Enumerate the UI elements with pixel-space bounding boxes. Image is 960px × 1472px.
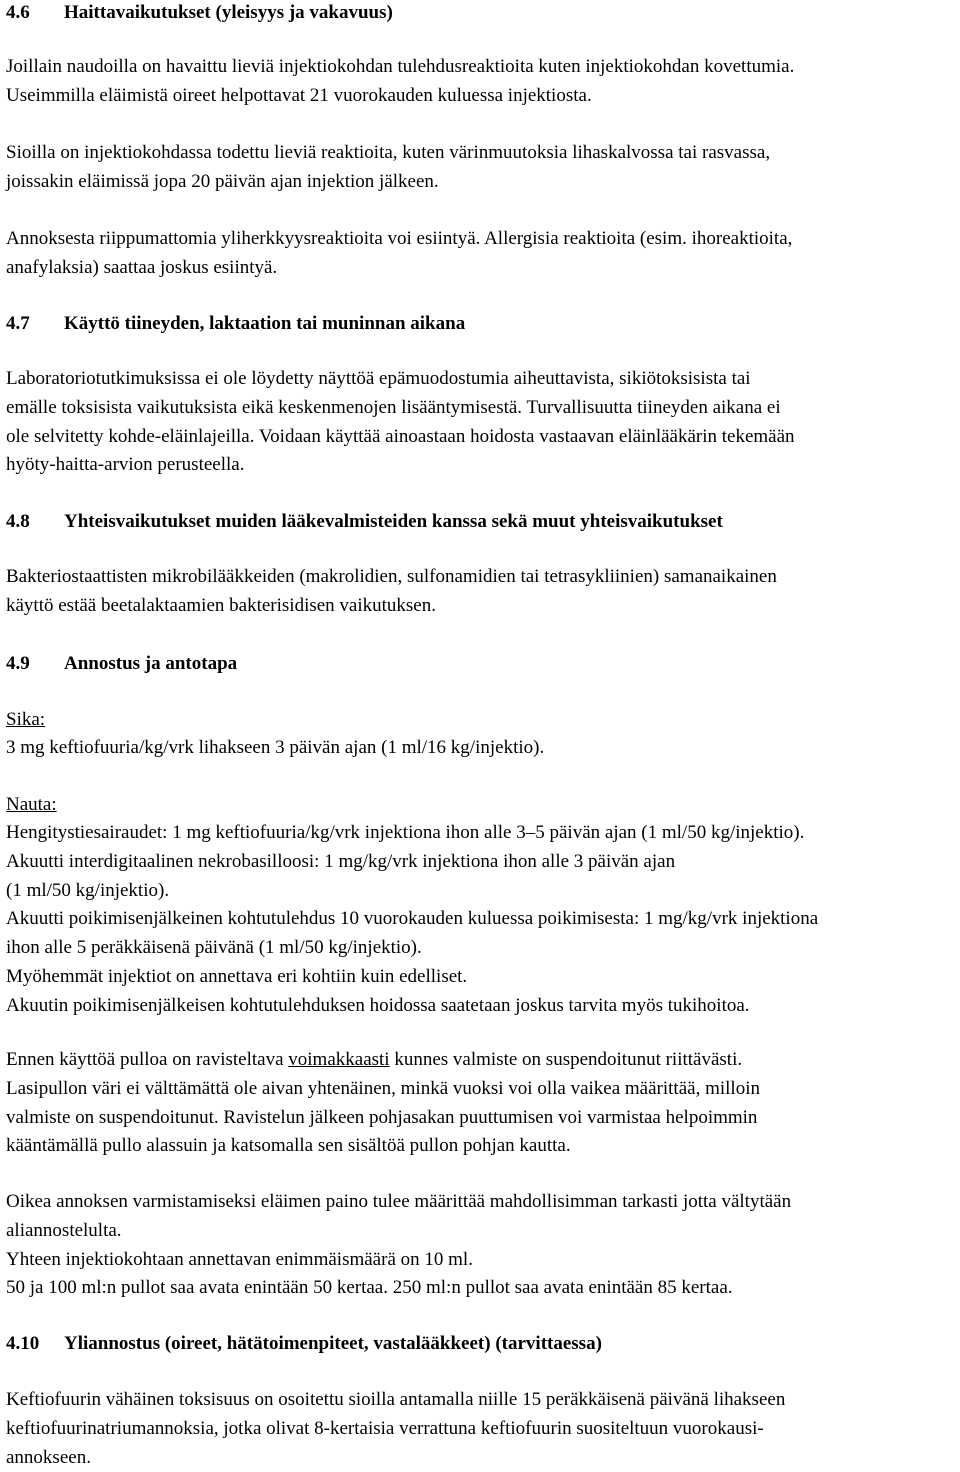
section-heading-4-10	[6, 1330, 602, 1359]
section-number: 4.6	[6, 2, 30, 23]
text-run: Ennen käyttöä pulloa on ravisteltava	[6, 1049, 289, 1070]
section-number: 4.7	[6, 313, 30, 334]
text-run: kunnes valmiste on suspendoitunut riittävästi. Lasipullon väri ei välttämättä ole aivan yhtenäinen, minkä vuoksi voi olla vaikea määrittää, milloin valmiste on suspendoitunut. Ravistelun jälkeen pohjasakan puuttumisen voi varmistaa helpoimmin kääntämällä pullo alassuin ja katsomalla sen sisältöä pullon pohjan kautta.	[6, 1049, 760, 1157]
section-title: Annostus ja antotapa	[64, 653, 238, 674]
section-heading-4-8	[6, 508, 723, 537]
section-number: 4.10	[6, 1333, 40, 1354]
paragraph: Keftiofuurin vähäinen toksisuus on osoitettu sioilla antamalla niille 15 peräkkäisenä päivänä lihakseen keftiofuurinatriumannoksia, jotka olivat 8-kertaisia verrattuna keftiofuurin suositeltuun vuorokausi- annokseen.	[6, 1389, 786, 1468]
section-title: Käyttö tiineyden, laktaation tai muninnan aikana	[64, 313, 466, 334]
paragraph: Laboratoriotutkimuksissa ei ole löydetty näyttöä epämuodostumia aiheuttavista, sikiötoksisista tai emälle toksisista vaikutuksista eikä keskenmenojen lisääntymisestä. Turvallisuutta tiineyden aikana ei ole selvitetty kohde-eläinlajeilla. Voidaan käyttää ainoastaan hoidosta vastaavan eläinlääkärin tekemään hyöty-haitta-arvion perusteella.	[6, 368, 795, 476]
section-title: Yhteisvaikutukset muiden lääkevalmisteiden kanssa sekä muut yhteisvaikutukset	[64, 511, 723, 532]
section-title: Yliannostus (oireet, hätätoimenpiteet, vastalääkkeet) (tarvittaessa)	[64, 1333, 602, 1354]
paragraph: Bakteriostaattisten mikrobilääkkeiden (makrolidien, sulfonamidien tai tetrasykliinien) samanaikainen käyttö estää beetalaktaamien bakterisidisen vaikutuksen.	[6, 566, 777, 616]
species-label-sika: Sika:	[6, 709, 46, 730]
paragraph: Joillain naudoilla on havaittu lieviä injektiokohdan tulehdusreaktioita kuten injektiokohdan kovettumia. Useimmilla eläimistä oireet helpottavat 21 vuorokauden kuluessa injektiosta.	[6, 56, 795, 106]
paragraph: Annoksesta riippumattomia yliherkkyysreaktioita voi esiintyä. Allergisia reaktioita (esim. ihoreaktioita, anafylaksia) saattaa joskus esiintyä.	[6, 228, 793, 278]
paragraph	[6, 1046, 958, 1161]
section-heading-4-6	[6, 0, 393, 28]
paragraph: Hengitystiesairaudet: 1 mg keftiofuuria/kg/vrk injektiona ihon alle 3–5 päivän ajan (1 ml/50 kg/injektio). Akuutti interdigitaalinen nekrobasilloosi: 1 mg/kg/vrk injektiona ihon alle 3 päivän ajan (1 ml/50 kg/injektio). Akuutti poikimisenjälkeinen kohtutulehdus 10 vuorokauden kuluessa poikimisesta: 1 mg/kg/vrk injektiona ihon alle 5 peräkkäisenä päivänä (1 ml/50 kg/injektio). Myöhemmät injektiot on annettava eri kohtiin kuin edelliset. Akuutin poikimisenjälkeisen kohtutulehduksen hoidossa saatetaan joskus tarvita myös tukihoitoa.	[6, 822, 819, 1016]
species-label-nauta: Nauta:	[6, 794, 57, 815]
paragraph: Sioilla on injektiokohdassa todettu lieviä reaktioita, kuten värinmuutoksia lihaskalvossa tai rasvassa, joissakin eläimissä jopa 20 päivän ajan injektion jälkeen.	[6, 142, 771, 192]
paragraph: 3 mg keftiofuuria/kg/vrk lihakseen 3 päivän ajan (1 ml/16 kg/injektio).	[6, 737, 545, 758]
paragraph: Oikea annoksen varmistamiseksi eläimen paino tulee määrittää mahdollisimman tarkasti jotta vältytään aliannostelulta. Yhteen injektiokohtaan annettavan enimmäismäärä on 10 ml. 50 ja 100 ml:n pullot saa avata enintään 50 kertaa. 250 ml:n pullot saa avata enintään 85 kertaa.	[6, 1191, 792, 1299]
section-heading-4-7	[6, 310, 465, 339]
section-title: Haittavaikutukset (yleisyys ja vakavuus)	[64, 2, 393, 23]
section-number: 4.8	[6, 511, 30, 532]
section-heading-4-9	[6, 650, 237, 679]
emphasis-underline: voimakkaasti	[288, 1049, 390, 1070]
section-number: 4.9	[6, 653, 30, 674]
